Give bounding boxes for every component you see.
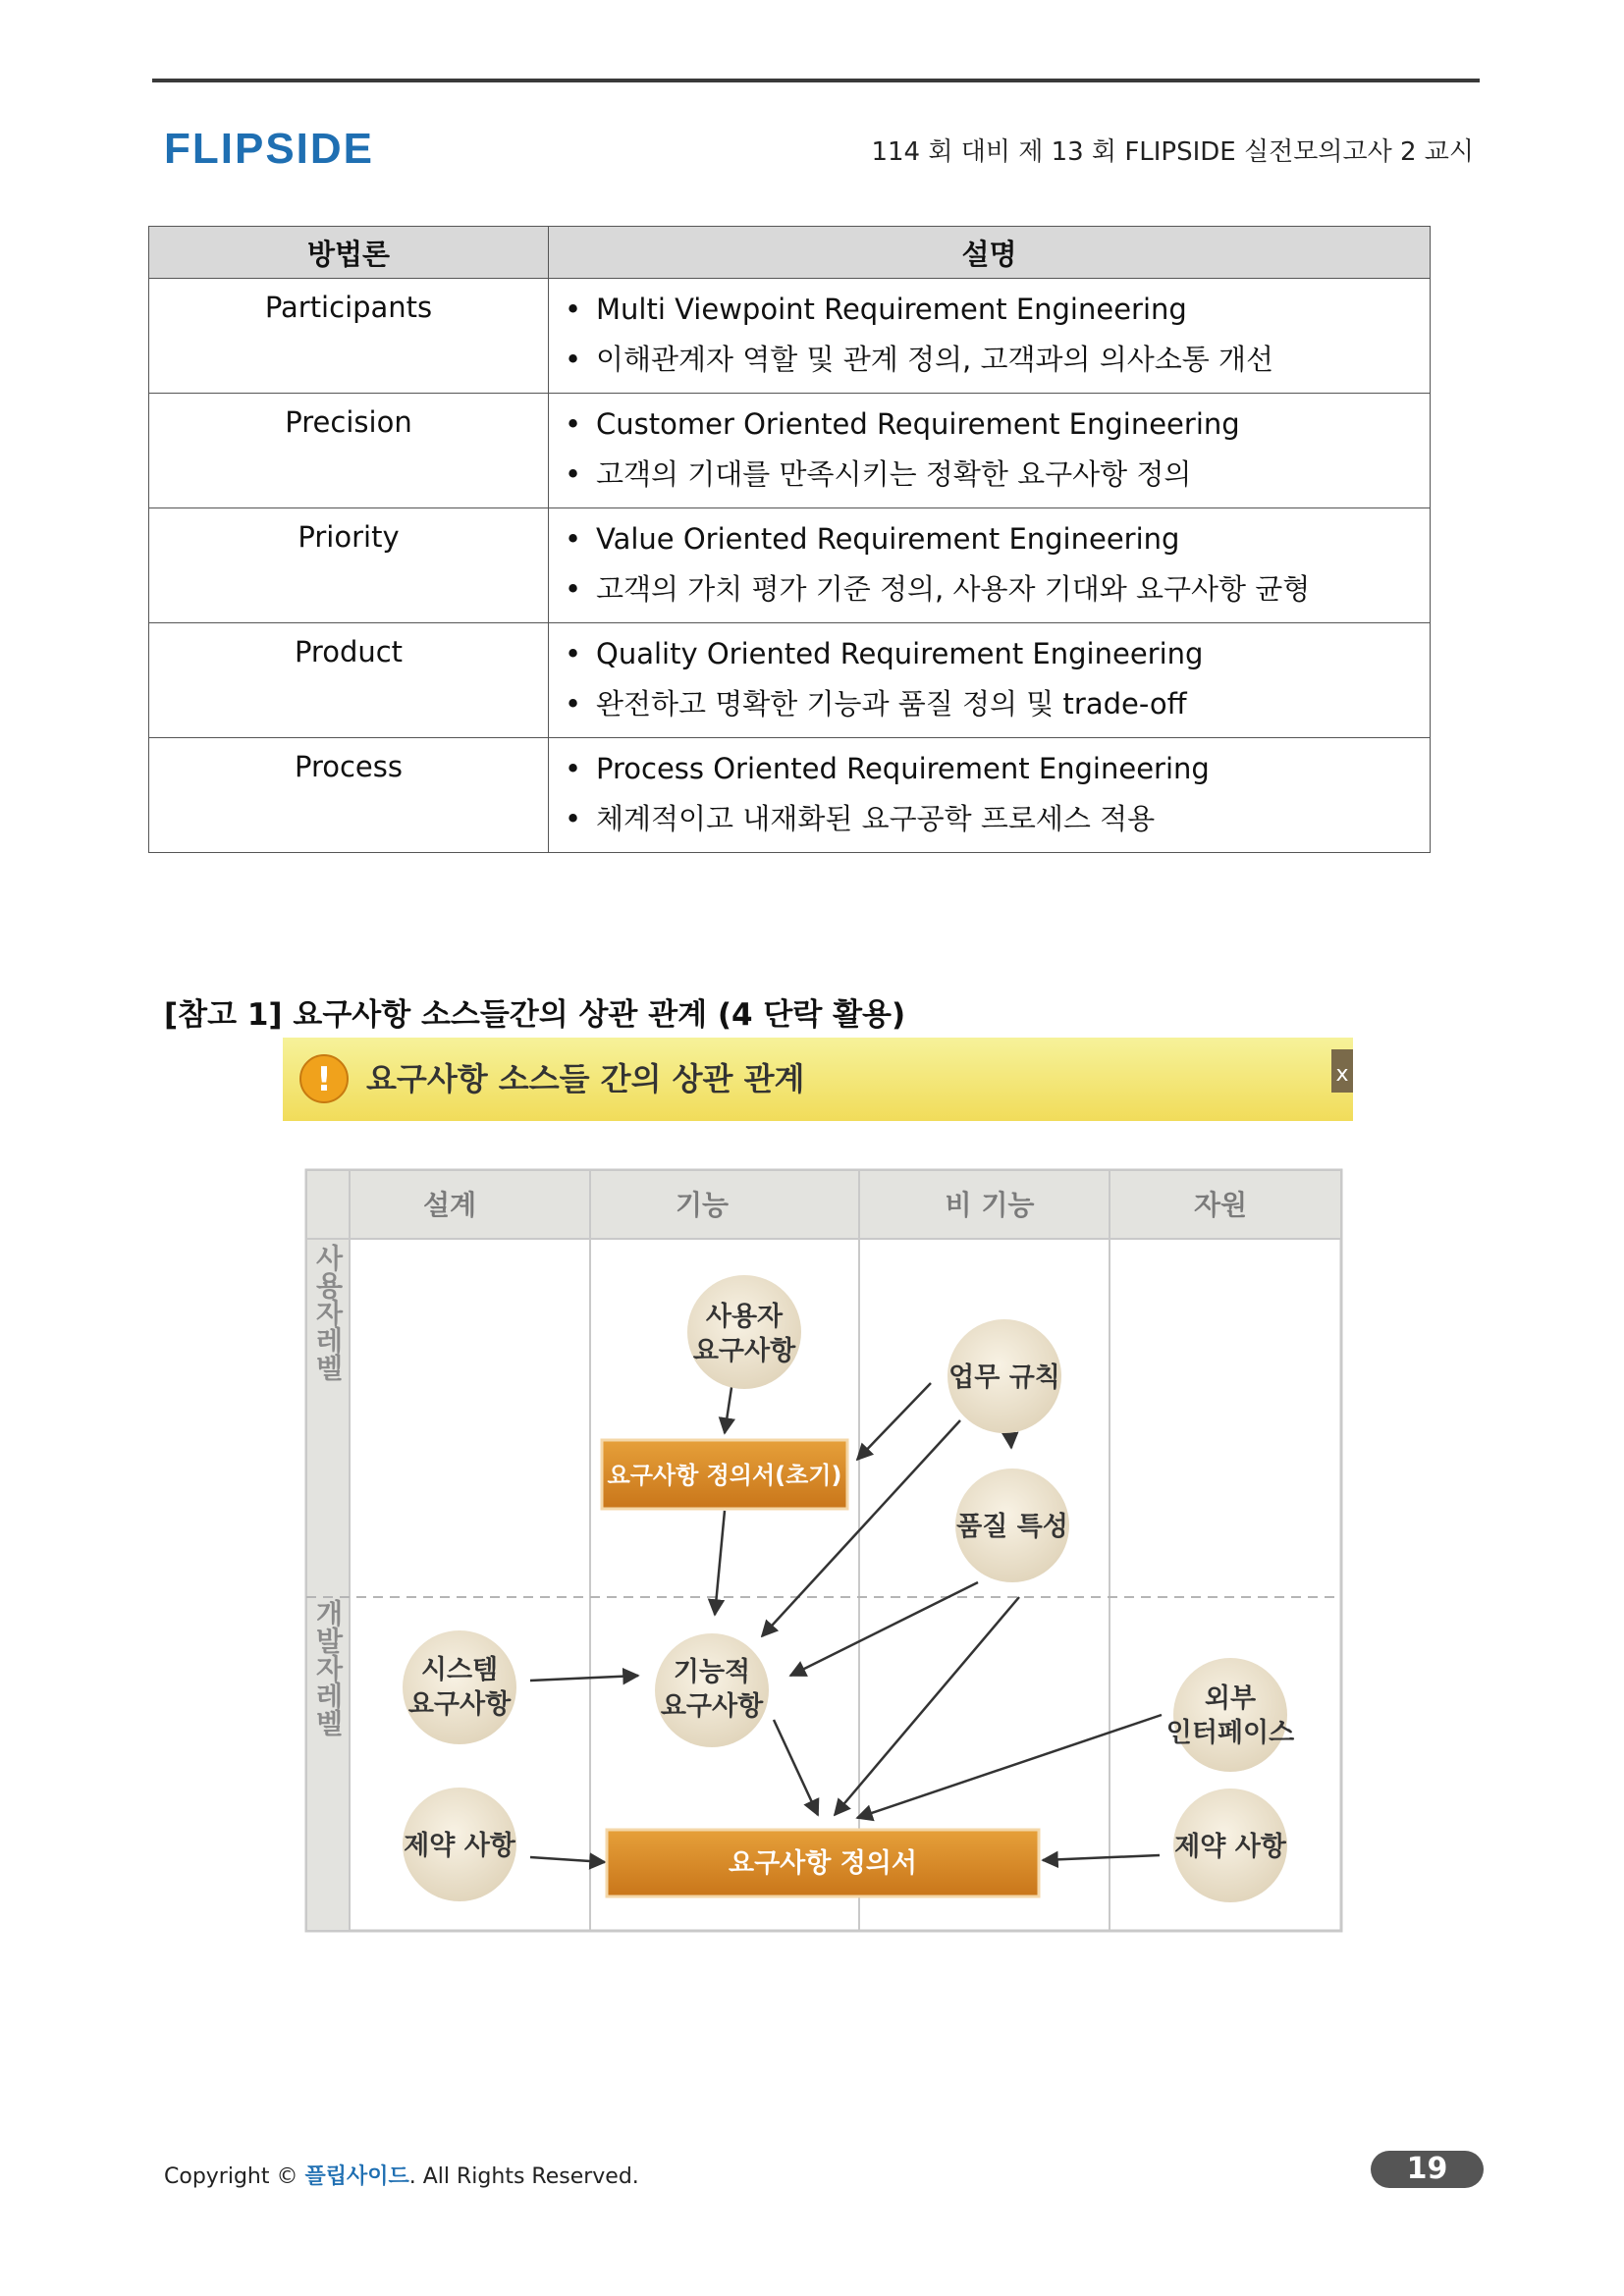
svg-text:!: ! xyxy=(316,1060,332,1099)
table-row xyxy=(149,738,1431,853)
functional-requirements-node xyxy=(655,1633,769,1747)
column-header-design: 설계 xyxy=(422,1189,477,1221)
bullet-text: 완전하고 명확한 기능과 품질 정의 및 trade-off xyxy=(596,687,1187,721)
bullet-text: 이해관계자 역할 및 관계 정의, 고객과의 의사소통 개선 xyxy=(596,343,1274,376)
copyright-prefix: Copyright © xyxy=(164,2164,298,2189)
svg-text:제약 사항: 제약 사항 xyxy=(404,1831,515,1861)
bullet-icon: • xyxy=(565,687,582,721)
method-description xyxy=(549,279,1431,394)
method-name: Process xyxy=(149,738,549,853)
initial-requirements-definition-box xyxy=(602,1440,847,1509)
quality-attributes-node xyxy=(955,1468,1069,1582)
svg-text:업무 규칙: 업무 규칙 xyxy=(948,1362,1060,1393)
bullet-text: Quality Oriented Requirement Engineering xyxy=(596,637,1204,670)
svg-text:요구사항 정의서(초기): 요구사항 정의서(초기) xyxy=(607,1462,842,1489)
method-description xyxy=(549,738,1431,853)
table-row xyxy=(149,508,1431,623)
bullet-icon: • xyxy=(565,572,582,606)
bullet-icon: • xyxy=(565,752,582,785)
bullet-text: 고객의 가치 평가 기준 정의, 사용자 기대와 요구사항 균형 xyxy=(596,572,1311,606)
system-requirements-node xyxy=(403,1630,516,1744)
bullet-text: Customer Oriented Requirement Engineering xyxy=(596,407,1240,441)
svg-text:요구사항: 요구사항 xyxy=(660,1691,764,1722)
bullet-text: Value Oriented Requirement Engineering xyxy=(596,522,1180,556)
diagram-title: 요구사항 소스들 간의 상관 관계 xyxy=(366,1060,805,1097)
column-header-nonfunction: 비 기능 xyxy=(945,1189,1035,1221)
bullet-icon: • xyxy=(565,522,582,556)
method-name: Priority xyxy=(149,508,549,623)
svg-text:요구사항: 요구사항 xyxy=(692,1336,796,1366)
method-name: Participants xyxy=(149,279,549,394)
svg-text:x: x xyxy=(1335,1062,1349,1087)
constraints-right-node xyxy=(1173,1789,1287,1902)
svg-text:요구사항 정의서: 요구사항 정의서 xyxy=(729,1848,917,1879)
bullet-icon: • xyxy=(565,457,582,491)
svg-text:기능적: 기능적 xyxy=(673,1657,751,1687)
requirements-definition-box xyxy=(607,1830,1039,1896)
method-name: Product xyxy=(149,623,549,738)
row-label-user-level: 사용자레벨 xyxy=(311,1244,345,1381)
table-row xyxy=(149,623,1431,738)
table-header-description: 설명 xyxy=(549,227,1431,279)
svg-text:사용자: 사용자 xyxy=(705,1302,784,1332)
svg-text:시스템: 시스템 xyxy=(420,1655,499,1685)
method-description xyxy=(549,508,1431,623)
user-requirements-node xyxy=(687,1275,801,1389)
svg-text:인터페이스: 인터페이스 xyxy=(1165,1718,1295,1748)
svg-text:FLIPSIDE: FLIPSIDE xyxy=(164,126,375,169)
table-row xyxy=(149,279,1431,394)
method-description xyxy=(549,394,1431,508)
methods-table xyxy=(148,226,1431,853)
page-number: 19 xyxy=(1371,2151,1484,2188)
column-header-function: 기능 xyxy=(675,1189,730,1221)
bullet-text: 고객의 기대를 만족시키는 정확한 요구사항 정의 xyxy=(596,457,1192,491)
table-header-method: 방법론 xyxy=(149,227,549,279)
reference-title: [참고 1] 요구사항 소스들간의 상관 관계 (4 단락 활용) xyxy=(164,997,906,1033)
copyright-suffix: . All Rights Reserved. xyxy=(408,2164,639,2189)
flipside-logo xyxy=(164,126,409,169)
footer-copyright xyxy=(164,2160,639,2190)
column-header-resource: 자원 xyxy=(1193,1189,1248,1221)
bullet-icon: • xyxy=(565,802,582,835)
header-rule xyxy=(152,79,1480,82)
bullet-icon: • xyxy=(565,293,582,326)
row-label-dev-level: 개발자레벨 xyxy=(311,1599,345,1736)
method-description xyxy=(549,623,1431,738)
svg-text:품질 특성: 품질 특성 xyxy=(956,1512,1068,1542)
bullet-text: 체계적이고 내재화된 요구공학 프로세스 적용 xyxy=(596,802,1156,835)
svg-text:제약 사항: 제약 사항 xyxy=(1174,1832,1286,1862)
brand-name: 플립사이드 xyxy=(304,2164,409,2189)
bullet-text: Process Oriented Requirement Engineering xyxy=(596,752,1210,785)
requirements-sources-diagram xyxy=(283,1038,1353,1950)
bullet-icon: • xyxy=(565,343,582,376)
bullet-icon: • xyxy=(565,407,582,441)
method-name: Precision xyxy=(149,394,549,508)
exam-title: 114 회 대비 제 13 회 FLIPSIDE 실전모의고사 2 교시 xyxy=(871,137,1474,167)
table-row xyxy=(149,394,1431,508)
bullet-text: Multi Viewpoint Requirement Engineering xyxy=(596,293,1187,326)
business-rules-node xyxy=(947,1319,1061,1433)
constraints-left-node xyxy=(403,1788,516,1901)
bullet-icon: • xyxy=(565,637,582,670)
svg-text:요구사항: 요구사항 xyxy=(407,1689,512,1720)
svg-text:외부: 외부 xyxy=(1204,1683,1257,1714)
